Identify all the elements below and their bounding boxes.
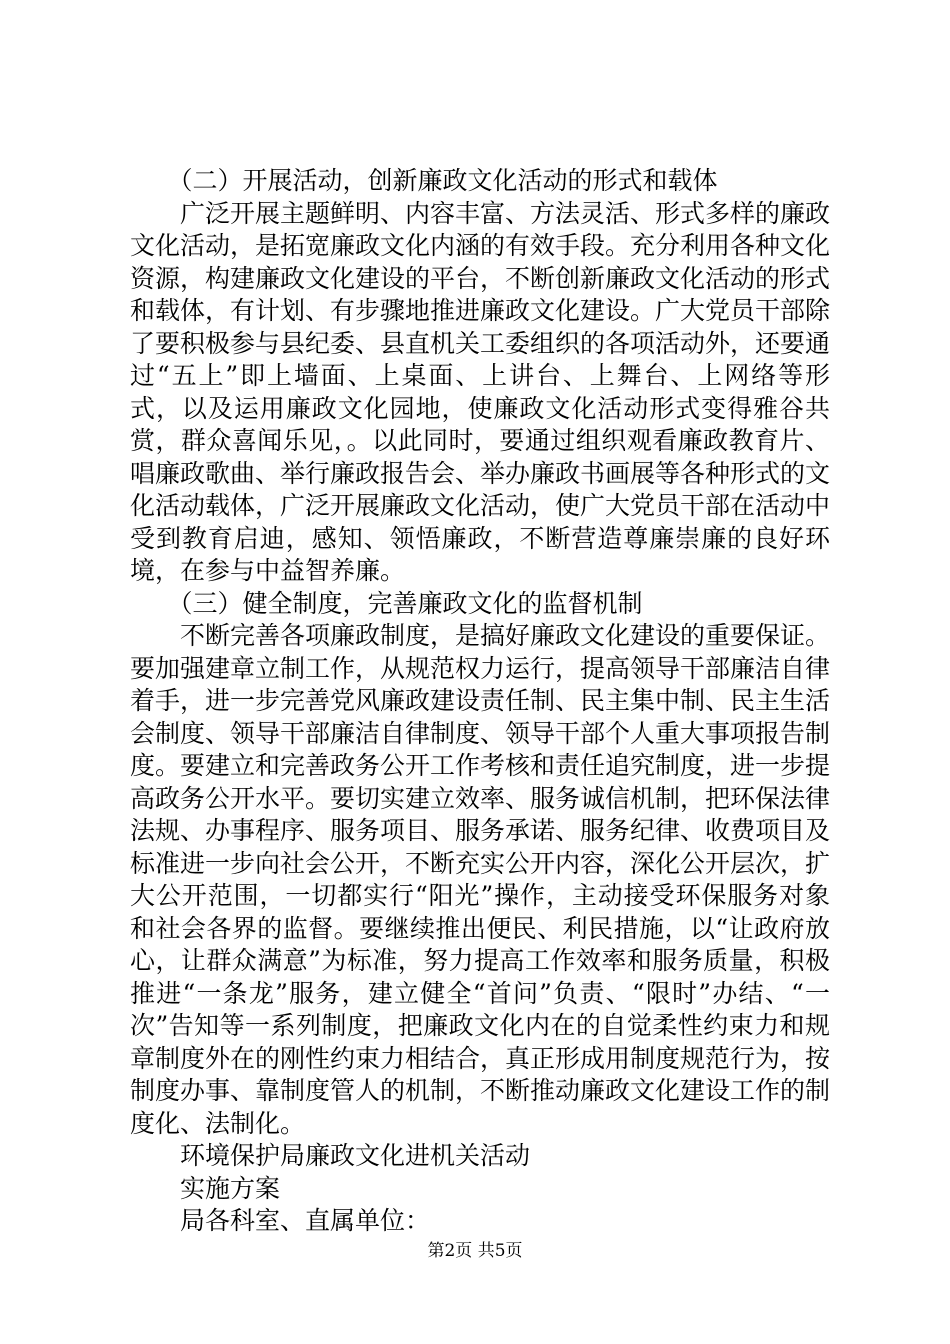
page-number: 第2页 共5页 [427, 1241, 523, 1261]
plan-title-line-1: 环境保护局廉政文化进机关活动 [180, 1141, 531, 1170]
page-footer [0, 1240, 950, 1262]
section-paragraph-3: 不断完善各项廉政制度，是搞好廉政文化建设的重要保证。要加强建章立制工作，从规范权力运行，提高领导干部廉洁自律着手，进一步完善党风廉政建设责任制、民主集中制、民主生活会制度、领导干部廉洁自律制度、领导干部个人重大事项报告制度。要建立和完善政务公开工作考核和责任追究制度，进一步提高政务公开水平。要切实建立效率、服务诚信机制，把环保法律法规、办事程序、服务项目、服务承诺、服务纪律、收费项目及标准进一步向社会公开，不断充实公开内容，深化公开层次，扩大公开范围，一切都实行“阳光”操作，主动接受环保服务对象和社会各界的监督。要继续推出便民、利民措施，以“让政府放心，让群众满意”为标准，努力提高工作效率和服务质量，积极推进“一条龙”服务，建立健全“首问”负责、“限时”办结、“一次”告知等一系列制度，把廉政文化内在的自觉柔性约束力和规章制度外在的刚性约束力相结合，真正形成用制度规范行为，按制度办事、靠制度管人的机制，不断推动廉政文化建设工作的制度化、法制化。 [130, 621, 831, 1138]
section-heading-2: （二）开展活动，创新廉政文化活动的形式和载体 [167, 166, 718, 195]
salutation-line: 局各科室、直属单位： [180, 1206, 431, 1235]
section-paragraph-2: 广泛开展主题鲜明、内容丰富、方法灵活、形式多样的廉政文化活动，是拓宽廉政文化内涵的有效手段。充分利用各种文化资源，构建廉政文化建设的平台，不断创新廉政文化活动的形式和载体，有计划、有步骤地推进廉政文化建设。广大党员干部除了要积极参与县纪委、县直机关工委组织的各项活动外，还要通过“五上”即上墙面、上桌面、上讲台、上舞台、上网络等形式，以及运用廉政文化园地，使廉政文化活动形式变得雅谷共赏，群众喜闻乐见，。以此同时，要通过组织观看廉政教育片、唱廉政歌曲、举行廉政报告会、举办廉政书画展等各种形式的文化活动载体，广泛开展廉政文化活动，使广大党员干部在活动中受到教育启迪，感知、领悟廉政，不断营造尊廉崇廉的良好环境，在参与中益智养廉。 [130, 198, 831, 585]
plan-title-line-2: 实施方案 [180, 1173, 281, 1203]
document-body [130, 165, 830, 1238]
section-heading-3: （三）健全制度，完善廉政文化的监督机制 [167, 588, 643, 618]
